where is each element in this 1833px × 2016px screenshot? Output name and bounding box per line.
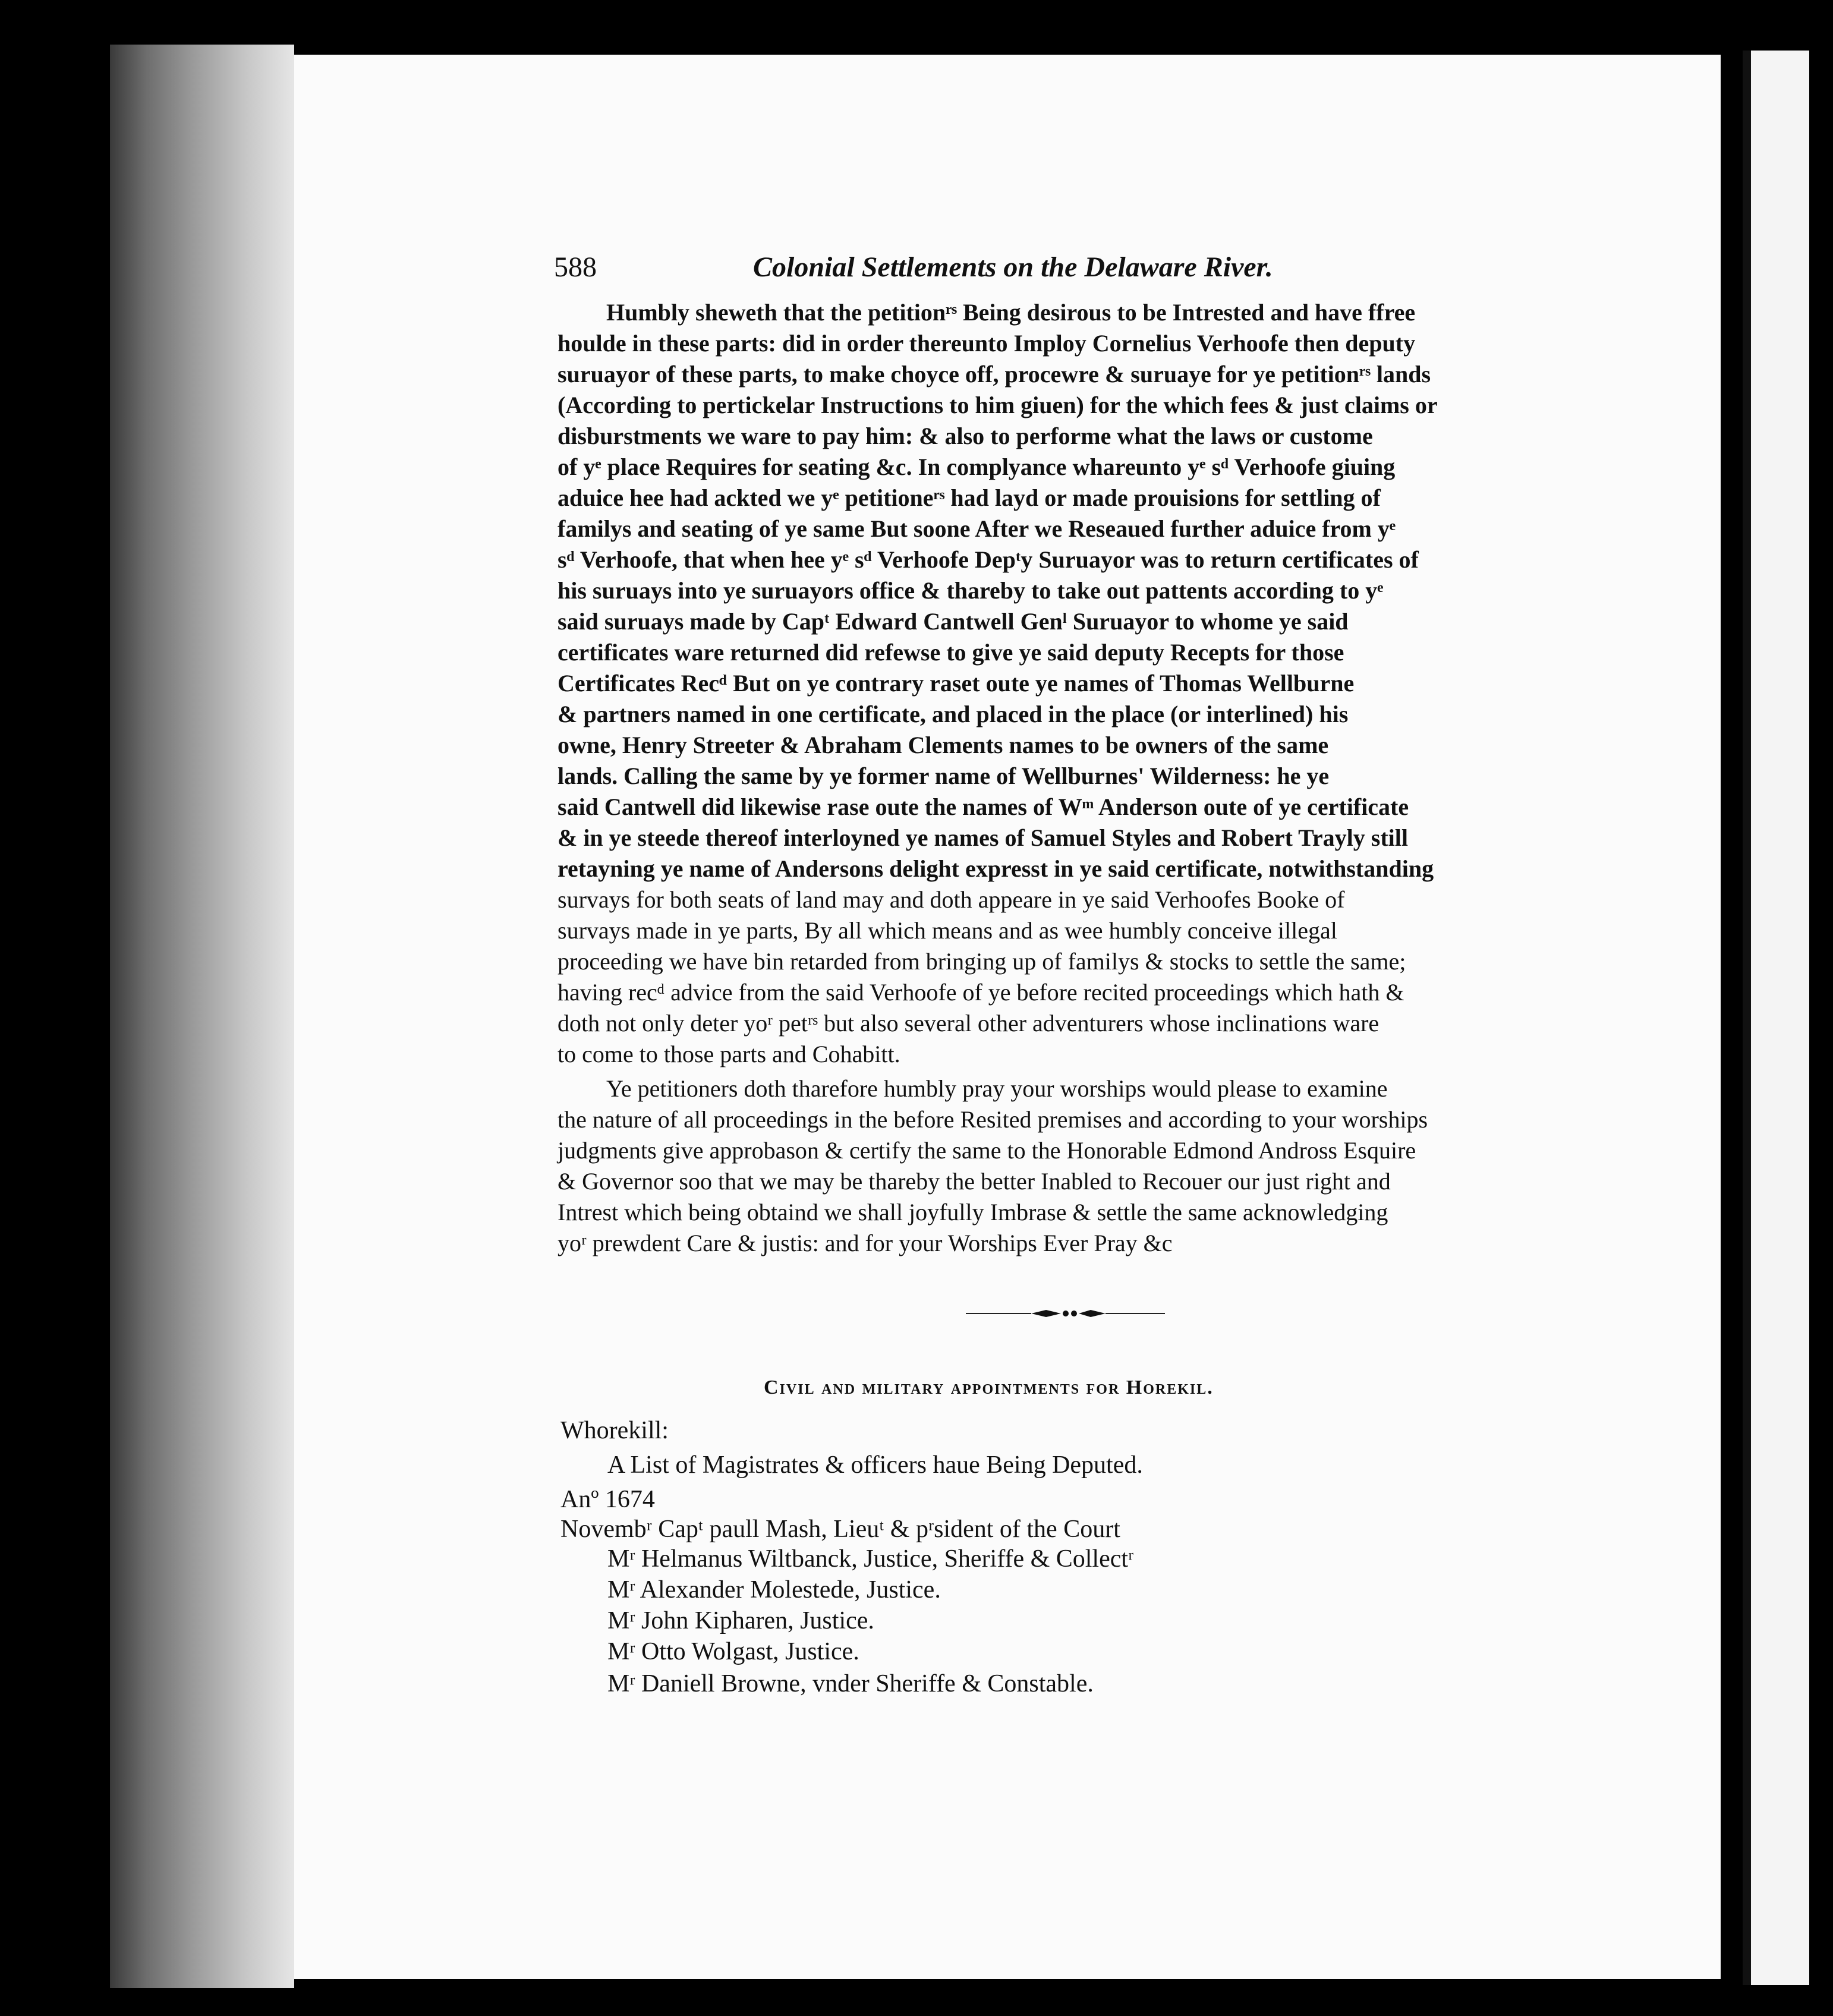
running-head [554,244,1368,291]
petition-line: houlde in these parts: did in order thereunto Imploy Cornelius Verhoofe then deputy [558,330,1416,357]
appointment-line: Mʳ Alexander Molestede, Justice. [607,1576,941,1604]
petition-line: owne, Henry Streeter & Abraham Clements names to be owners of the same [558,732,1329,758]
petition-line: to come to those parts and Cohabitt. [558,1041,900,1067]
appointments-list-title: A List of Magistrates & officers haue Being Deputed. [607,1451,1143,1479]
petition-line: aduice hee had ackted we yᵉ petitioneʳˢ had layd or made prouisions for settling of [558,484,1381,511]
petition-line: his suruays into ye suruayors office & thareby to take out pattents according to yᵉ [558,577,1384,604]
petition-line: & partners named in one certificate, and placed in the place (or interlined) his [558,701,1349,727]
petition-line: suruayor of these parts, to make choyce off, procewre & suruaye for ye petitionʳˢ lands [558,361,1431,388]
petition-line: the nature of all proceedings in the before Resited premises and according to your worships [558,1106,1428,1133]
petition-line: proceeding we have bin retarded from bringing up of familys & stocks to settle the same; [558,948,1406,975]
running-title: Colonial Settlements on the Delaware River. [753,251,1273,283]
petition-line: & in ye steede thereof interloyned ye names of Samuel Styles and Robert Trayly still [558,824,1408,851]
facing-page-gutter [1743,51,1751,1985]
appointments-place: Whorekill: [560,1417,669,1444]
book-page-edges [110,45,294,1988]
appointment-line: Mʳ Daniell Browne, vnder Sheriffe & Constable. [607,1670,1094,1697]
petition-line: (According to pertickelar Instructions to him giuen) for the which fees & just claims or [558,392,1438,418]
petition-line: familys and seating of ye same But soone After we Reseaued further aduice from yᵉ [558,515,1396,542]
appointment-line: Mʳ Otto Wolgast, Justice. [607,1638,859,1665]
section-heading: Civil and military appointments for Horekil. [764,1376,1214,1398]
petition-line: lands. Calling the same by ye former name of Wellburnes' Wilderness: he ye [558,763,1330,789]
petition-line: certificates ware returned did refewse to give ye said deputy Recepts for those [558,639,1344,666]
petition-line: & Governor soo that we may be thareby the better Inabled to Recouer our just right and [558,1168,1391,1195]
petition-line: Humbly sheweth that the petitionʳˢ Being desirous to be Intrested and have ffree [606,299,1416,326]
petition-line: disburstments we ware to pay him: & also to performe what the laws or custome [558,423,1373,449]
petition-line: Ye petitioners doth tharefore humbly pray your worships would please to examine [606,1075,1388,1102]
appointments-year: Anº 1674 [560,1486,655,1513]
appointment-line: Mʳ John Kipharen, Justice. [607,1607,874,1634]
petition-line: said Cantwell did likewise rase oute the names of Wᵐ Anderson oute of ye certificate [558,793,1409,820]
petition-line: judgments give approbason & certify the same to the Honorable Edmond Andross Esquire [558,1137,1416,1164]
appointment-line: Mʳ Helmanus Wiltbanck, Justice, Sheriffe & Collectʳ [607,1545,1134,1573]
petition-line: sᵈ Verhoofe, that when hee yᵉ sᵈ Verhoofe Depᵗy Suruayor was to return certificates of [558,546,1419,573]
petition-line: of yᵉ place Requires for seating &c. In complyance whareunto yᵉ sᵈ Verhoofe giuing [558,453,1396,480]
petition-line: Certificates Recᵈ But on ye contrary raset oute ye names of Thomas Wellburne [558,670,1355,697]
petition-line: having recᵈ advice from the said Verhoofe of ye before recited proceedings which hath & [558,979,1404,1006]
petition-line: retayning ye name of Andersons delight expresst in ye said certificate, notwithstanding [558,855,1434,882]
appointment-line: Novembʳ Capᵗ paull Mash, Lieuᵗ & pʳsident of the Court [560,1516,1120,1543]
petition-line: said suruays made by Capᵗ Edward Cantwell Genˡ Suruayor to whome ye said [558,608,1349,635]
petition-line: Intrest which being obtaind we shall joyfully Imbrase & settle the same acknowledging [558,1199,1388,1226]
page-number: 588 [554,251,597,283]
section-divider-ornament [966,1305,1165,1322]
petition-line: yoʳ prewdent Care & justis: and for your Worships Ever Pray &c [558,1230,1173,1256]
petition-line: survays for both seats of land may and doth appeare in ye said Verhoofes Booke of [558,886,1345,913]
facing-page-edge [1743,51,1809,1985]
petition-line: doth not only deter yoʳ petʳˢ but also several other adventurers whose inclinations ware [558,1010,1380,1037]
petition-line: survays made in ye parts, By all which means and as wee humbly conceive illegal [558,917,1337,944]
